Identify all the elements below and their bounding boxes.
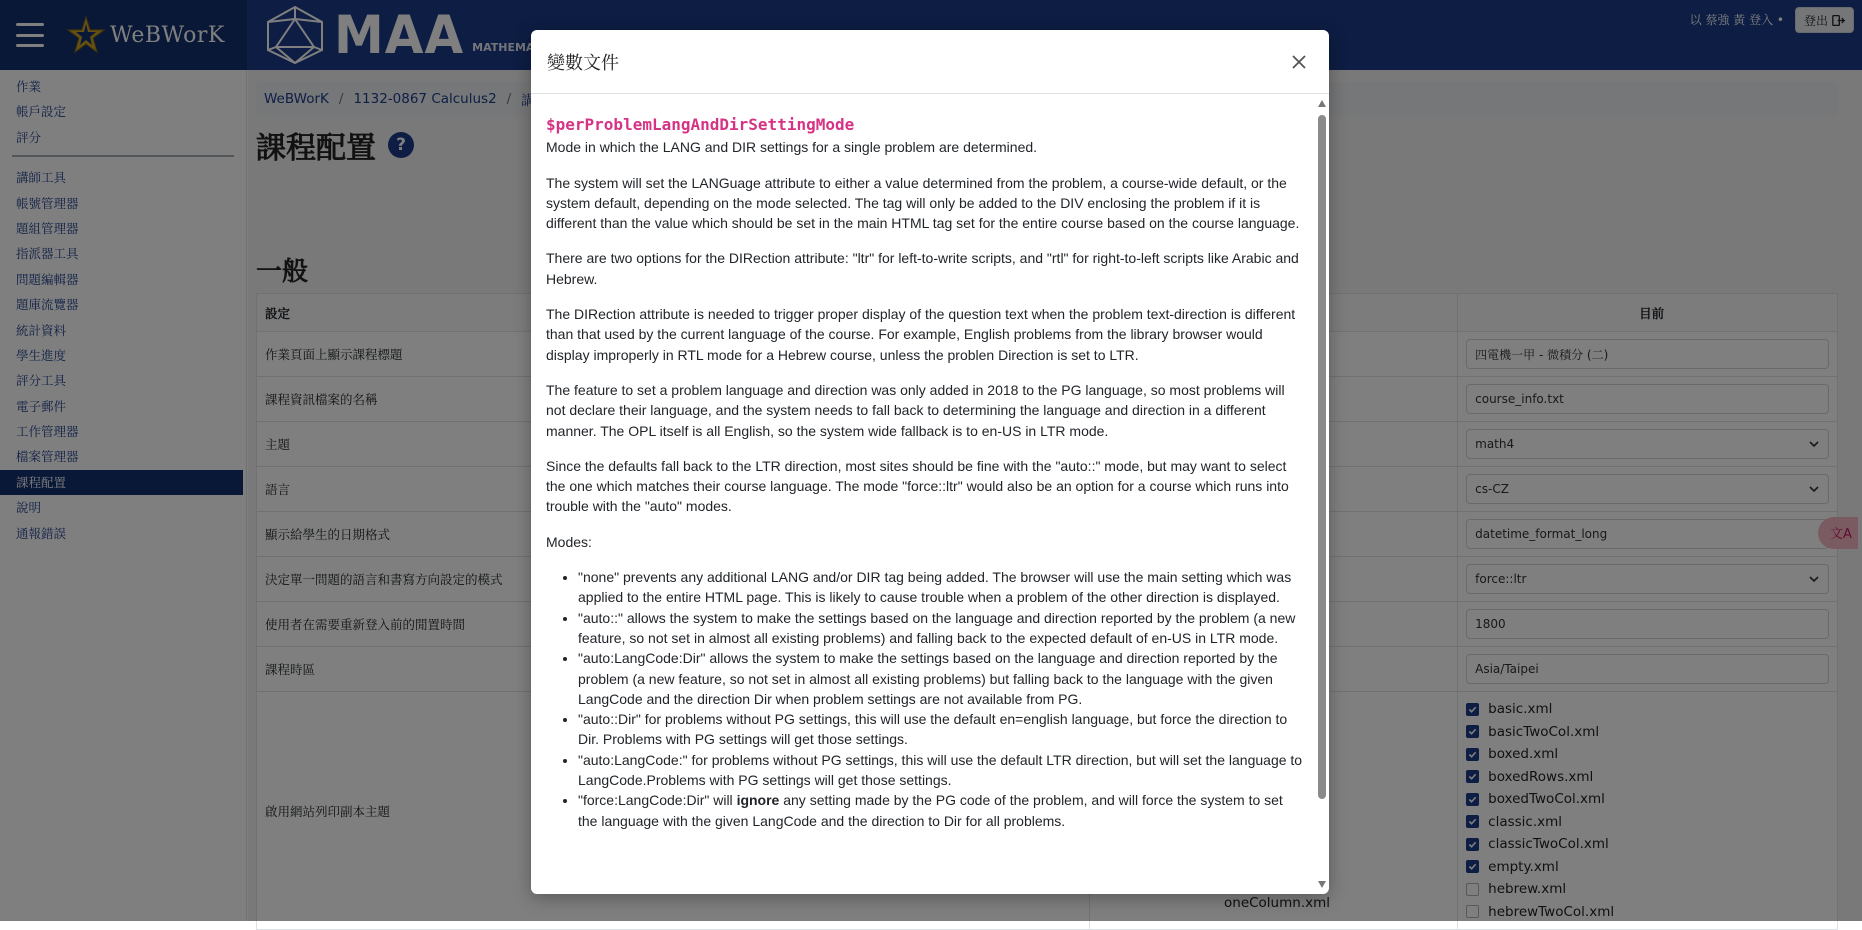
scroll-thumb[interactable]: [1318, 115, 1326, 799]
doc-paragraph: Mode in which the LANG and DIR settings for a single problem are determined.: [546, 139, 1038, 156]
modes-list: [578, 567, 1306, 831]
variable-name: $perProblemLangAndDirSettingMode: [546, 115, 855, 134]
doc-paragraph: The system will set the LANGuage attribute to either a value determined from the problem, a course-wide default, or the system default, depending on the mode selected. The tag will only be added to the DIV enclosing the problem if it is different than the value which should be set in the main HTML tag set for the entire course based on the course language.: [546, 174, 1300, 232]
doc-paragraph: Modes:: [546, 533, 592, 550]
doc-paragraph: The DIRection attribute is needed to trigger proper display of the question text when the problem text-direction is different than that used by the current language of the course. For example, English problems from the library browser would display improperly in RTL mode for a Hebrew course, unless the problen Direction is set to LTR.: [546, 306, 1296, 363]
list-item: • "auto:LangCode:" for problems without PG settings, this will use the default LTR direction, but will set the language to LangCode.Problems with PG settings will get those settings.: [578, 750, 1306, 791]
list-item: • "auto::Dir" for problems without PG settings, this will use the default en=english language, but force the direction to Dir. Problems with PG settings will get those settings.: [578, 709, 1306, 750]
scroll-up-arrow-icon[interactable]: [1318, 100, 1326, 107]
modal-header: [531, 30, 1329, 94]
doc-paragraph: Since the defaults fall back to the LTR direction, most sites should be fine with the "auto::" mode, but may want to select the one which matches their course language. The mode "force::ltr" would also be an option for a course which runs into trouble with the "auto" modes.: [546, 457, 1289, 515]
modal-scrollbar[interactable]: [1317, 95, 1327, 894]
list-item: • "auto:LangCode:Dir" allows the system to make the settings based on the language and direction reported by the problem (a new feature, so not set in almost all existing problems) but falling back to the language with the given LangCode and the direction Dir when problem settings are not available from PG.: [578, 648, 1306, 709]
list-item: • "force:LangCode:Dir" will ignore any setting made by the PG code of the problem, and will force the system to set the language with the given LangCode and the direction to Dir for all problems.: [578, 790, 1306, 831]
list-item: • "none" prevents any additional LANG and/or DIR tag being added. The browser will use the main setting which was applied to the entire HTML page. This is likely to cause trouble when a problem of the other direction is displayed.: [578, 567, 1306, 608]
scroll-down-arrow-icon[interactable]: [1318, 881, 1326, 888]
variable-doc-modal: [531, 30, 1329, 894]
modal-content: [546, 95, 1306, 831]
doc-paragraph: The feature to set a problem language and direction was only added in 2018 to the PG language, so most problems will not declare their language, and the system needs to fall back to determining the language and direction in a different manner. The OPL itself is all English, so the system wide fallback is to en-US in LTR mode.: [546, 381, 1285, 439]
doc-paragraph: There are two options for the DIRection attribute: "ltr" for left-to-write scripts, and "rtl" for right-to-left scripts like Arabic and Hebrew.: [546, 250, 1299, 287]
close-icon[interactable]: [1285, 48, 1313, 76]
modal-body[interactable]: [531, 95, 1329, 894]
list-item: • "auto::" allows the system to make the settings based on the language and direction reported by the problem (a new feature, so not set in almost all existing problems) and falling back to the expected default of en-US in LTR mode.: [578, 608, 1306, 649]
modal-title: 變數文件: [547, 52, 619, 74]
